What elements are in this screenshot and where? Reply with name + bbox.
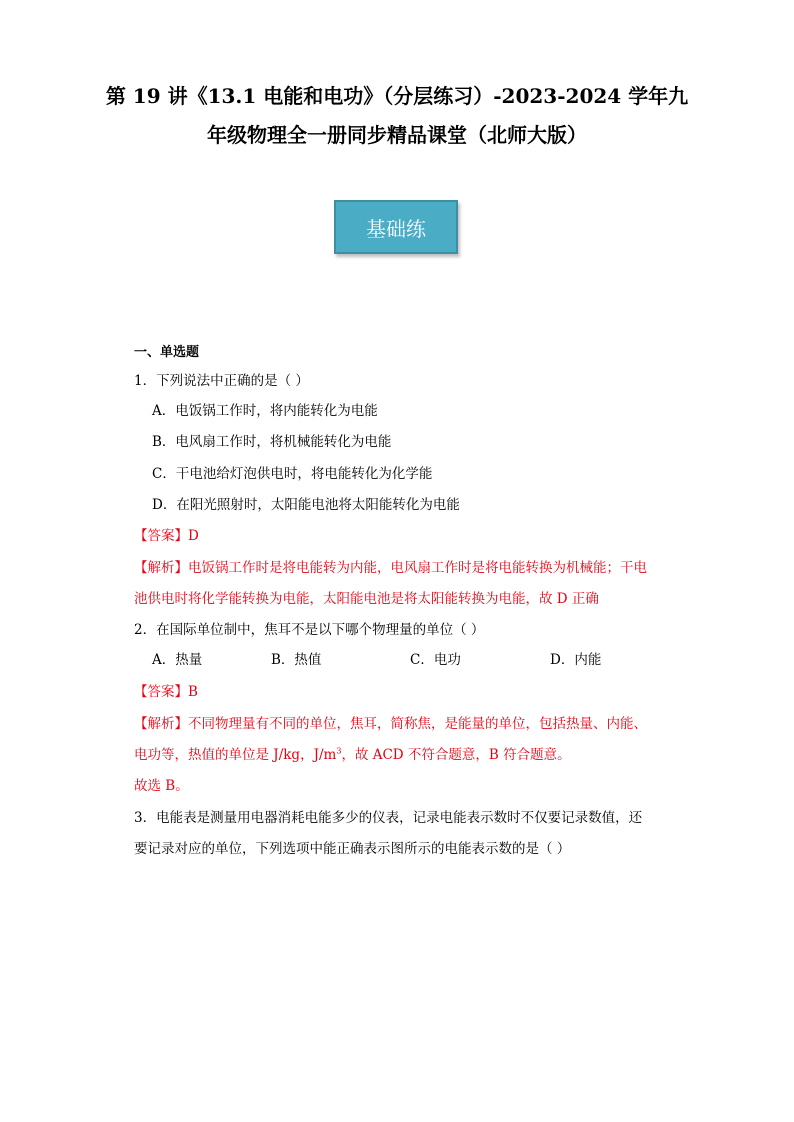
q2-option-c: C．电功 bbox=[410, 652, 461, 668]
q1-analysis-line-2: 池供电时将化学能转换为电能，太阳能电池是将太阳能转换为电能，故 D 正确 bbox=[134, 591, 599, 607]
q1-answer: 【答案】D bbox=[134, 528, 199, 544]
q1-analysis-line-1: 【解析】电饭锅工作时是将电能转为内能，电风扇工作时是将电能转换为机械能；干电 bbox=[134, 560, 647, 576]
q1-stem: 1．下列说法中正确的是（ ） bbox=[134, 373, 309, 389]
section-badge: 基础练 bbox=[334, 200, 458, 254]
q2-stem: 2．在国际单位制中，焦耳不是以下哪个物理量的单位（ ） bbox=[134, 622, 485, 638]
q1-option-b: B．电风扇工作时，将机械能转化为电能 bbox=[152, 434, 392, 450]
q1-option-d: D．在阳光照射时，太阳能电池将太阳能转化为电能 bbox=[152, 497, 460, 513]
q1-option-c: C．干电池给灯泡供电时，将电能转化为化学能 bbox=[152, 466, 433, 482]
q2-option-a: A．热量 bbox=[152, 652, 203, 668]
q2-conclusion: 故选 B。 bbox=[134, 778, 189, 794]
q2-analysis-line-2 bbox=[134, 747, 571, 763]
q2-analysis-superscript: 3 bbox=[336, 746, 342, 756]
q1-option-a: A．电饭锅工作时，将内能转化为电能 bbox=[152, 403, 378, 419]
q2-option-b: B．热值 bbox=[271, 652, 322, 668]
section-heading: 一、单选题 bbox=[134, 345, 200, 360]
page-title-line-1: 第 19 讲《13.1 电能和电功》（分层练习）-2023-2024 学年九 bbox=[105, 84, 689, 108]
q2-analysis-text-end: ，故 ACD 不符合题意，B 符合题意。 bbox=[341, 747, 571, 763]
q2-option-d: D．内能 bbox=[550, 652, 602, 668]
q3-stem-line-2: 要记录对应的单位，下列选项中能正确表示图所示的电能表示数的是（ ） bbox=[134, 841, 571, 857]
page-title-line-2: 年级物理全一册同步精品课堂（北师大版） bbox=[207, 123, 587, 147]
q2-analysis-line-1: 【解析】不同物理量有不同的单位，焦耳，简称焦，是能量的单位，包括热量、内能、 bbox=[134, 716, 647, 732]
q2-answer: 【答案】B bbox=[134, 684, 198, 700]
q3-stem-line-1: 3．电能表是测量用电器消耗电能多少的仪表，记录电能表示数时不仅要记录数值，还 bbox=[134, 810, 643, 826]
q2-analysis-text: 电功等，热值的单位是 J/kg，J/m bbox=[134, 747, 337, 763]
